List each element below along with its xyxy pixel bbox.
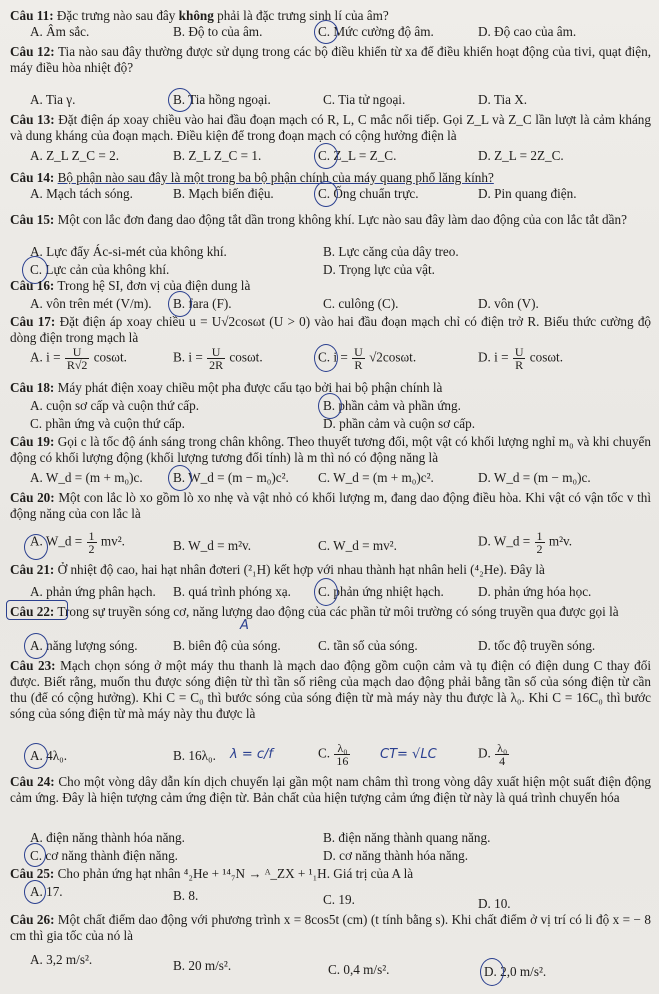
q20-text: Một con lắc lò xo gồm lò xo nhẹ và vật nhỏ có khối lượng m, đang dao động điều hòa. Khi vật có vận tốc v thì động năng của con lắc là — [10, 490, 652, 521]
question-11 — [10, 8, 651, 24]
q26-option-d[interactable]: D. 2,0 m/s². — [484, 964, 547, 979]
numerator: U — [514, 345, 524, 359]
q20-d-suffix: m²v. — [548, 533, 573, 549]
q13-label: Câu 13: — [10, 112, 55, 127]
q16-option-b[interactable]: B. fara (F). — [173, 296, 232, 311]
q20-d-prefix: D. W_d = — [478, 533, 531, 549]
numerator: 1 — [88, 529, 95, 543]
q16-text: Trong hệ SI, đơn vị của điện dung là — [57, 278, 251, 293]
q22-option-a[interactable]: A. năng lượng sóng. — [30, 638, 138, 653]
question-15 — [10, 212, 651, 228]
q24-option-b[interactable]: B. điện năng thành quang năng. — [323, 830, 491, 845]
q17-d-suffix: cosωt. — [529, 349, 564, 365]
q17-option-d[interactable] — [478, 346, 563, 371]
q16-option-c[interactable]: C. culông (C). — [323, 296, 399, 311]
q13-option-a[interactable]: A. Z_L Z_C = 2. — [30, 148, 119, 163]
question-26 — [10, 912, 651, 944]
q14-text: Bộ phận nào sau đây là một trong ba bộ phận chính của máy quang phổ lăng kính? — [57, 170, 494, 185]
q15-option-c[interactable]: C. Lực cản của không khí. — [30, 262, 170, 277]
q18-option-c[interactable]: C. phần ứng và cuộn thứ cấp. — [30, 416, 185, 431]
q24-option-c[interactable]: C. cơ năng thành điện năng. — [30, 848, 178, 863]
denominator: R√2 — [66, 358, 88, 372]
q25-option-d[interactable]: D. 10. — [478, 896, 511, 911]
q20-option-c[interactable]: C. W_d = mv². — [318, 538, 397, 553]
q25-option-a[interactable]: A. 17. — [30, 884, 63, 899]
q22-text: Trong sự truyền sóng cơ, năng lượng dao động của các phần tử môi trường có sóng truyền qua được gọi là — [57, 604, 619, 619]
denominator: 16 — [336, 754, 349, 768]
handwritten-note: CT= √LC — [380, 747, 437, 762]
q17-d-prefix: D. i = — [478, 349, 509, 365]
q12-option-d[interactable]: D. Tia X. — [478, 92, 528, 107]
q13-text: Đặt điện áp xoay chiều vào hai đầu đoạn mạch có R, L, C mắc nối tiếp. Gọi Z_L và Z_C lần lượt là cảm kháng và dung kháng của đoạn mạch. Điều kiện để trong đoạn mạch có cộng hưởng điện là — [10, 112, 651, 143]
q17-option-c[interactable] — [318, 346, 416, 371]
denominator: 2 — [536, 542, 543, 556]
q11-text: Đặc trưng nào sau đây — [56, 8, 176, 23]
q20-option-a[interactable] — [30, 530, 125, 555]
question-24 — [10, 774, 651, 806]
numerator: U — [354, 345, 363, 359]
q21-option-a[interactable]: A. phản ứng phân hạch. — [30, 584, 156, 599]
q26-text: Một chất điểm dao động với phương trình x = 8cos5t (cm) (t tính bằng s). Khi chất điểm ở vị trí có li độ x = − 8 cm thì gia tốc của nó là — [10, 912, 651, 943]
q25-label: Câu 25: — [10, 866, 55, 881]
q14-option-d[interactable]: D. Pin quang điện. — [478, 186, 577, 201]
q20-label: Câu 20: — [10, 490, 55, 505]
question-20 — [10, 490, 651, 522]
q26-option-a[interactable]: A. 3,2 m/s². — [30, 952, 93, 967]
question-22 — [10, 604, 651, 620]
fraction — [87, 530, 97, 555]
q24-option-a[interactable]: A. điện năng thành hóa năng. — [30, 830, 185, 845]
q25-text: Cho phản ứng hạt nhân ⁴₂He + ¹⁴₇N → ᴬ_ZX + ¹₁H. Giá trị của A là — [57, 866, 414, 881]
q12-option-a[interactable]: A. Tia γ. — [30, 92, 76, 107]
q14-label: Câu 14: — [10, 170, 55, 185]
q21-label: Câu 21: — [10, 562, 55, 577]
q22-label: Câu 22: — [10, 604, 55, 619]
q17-c-suffix: √2cosωt. — [369, 349, 417, 365]
question-19 — [10, 434, 651, 466]
q16-label: Câu 16: — [10, 278, 55, 293]
q21-text: Ở nhiệt độ cao, hai hạt nhân đơteri (²₁H) kết hợp với nhau thành hạt nhân heli (⁴₂He). Đây là — [57, 562, 545, 577]
handwritten-note: A — [240, 618, 249, 633]
q22-option-d[interactable]: D. tốc độ truyền sóng. — [478, 638, 596, 653]
q11-text2: phải là đặc trưng sinh lí của âm? — [217, 8, 389, 23]
numerator: λ₀ — [334, 742, 350, 755]
q24-label: Câu 24: — [10, 774, 55, 789]
q11-option-d[interactable]: D. Độ cao của âm. — [478, 24, 577, 39]
q21-option-c[interactable]: C. phản ứng nhiệt hạch. — [318, 584, 444, 599]
q17-b-prefix: B. i = — [173, 349, 203, 365]
q15-text: Một con lắc đơn đang dao động tắt dần trong không khí. Lực nào sau đây làm dao động của con lắc tắt dần? — [57, 212, 627, 227]
q18-option-b[interactable]: B. phần cảm và phần ứng. — [323, 398, 461, 413]
q16-option-a[interactable]: A. vôn trên mét (V/m). — [30, 296, 152, 311]
fraction — [535, 530, 545, 555]
q19-text: Gọi c là tốc độ ánh sáng trong chân không. Theo thuyết tương đối, một vật có khối lượng nghỉ m₀ và khi chuyển động có khối lượng động (khối lượng tương đối tính) là m thì nó có động năng là — [10, 434, 651, 465]
q12-text: Tia nào sau đây thường được sử dụng trong các bộ điều khiển từ xa để điều khiển hoạt động của tivi, quạt điện, máy điều hòa nhiệt độ? — [10, 44, 652, 75]
numerator: 1 — [536, 529, 543, 543]
denominator: R — [515, 358, 524, 372]
q20-option-d[interactable] — [478, 530, 572, 555]
q15-option-a[interactable]: A. Lực đẩy Ác-si-mét của không khí. — [30, 244, 227, 259]
q13-option-c[interactable]: C. Z_L = Z_C. — [318, 148, 397, 163]
q19-label: Câu 19: — [10, 434, 55, 449]
question-17 — [10, 314, 651, 346]
q25-option-b[interactable]: B. 8. — [173, 888, 199, 903]
q26-option-c[interactable]: C. 0,4 m/s². — [328, 962, 390, 977]
q17-label: Câu 17: — [10, 314, 56, 329]
q23-option-b[interactable]: B. 16λ₀. — [173, 748, 216, 763]
q20-option-b[interactable]: B. W_d = m²v. — [173, 538, 252, 553]
q11-option-a[interactable]: A. Âm sắc. — [30, 24, 90, 39]
q11-option-b[interactable]: B. Độ to của âm. — [173, 24, 263, 39]
q21-option-d[interactable]: D. phản ứng hóa học. — [478, 584, 592, 599]
numerator: U — [207, 346, 225, 359]
fraction — [334, 742, 350, 767]
question-25 — [10, 866, 651, 882]
q12-option-c[interactable]: C. Tia tử ngoại. — [323, 92, 406, 107]
question-21 — [10, 562, 651, 578]
q18-text: Máy phát điện xoay chiều một pha được cấu tạo bởi hai bộ phận chính là — [57, 380, 443, 395]
fraction — [65, 346, 90, 371]
fraction — [207, 346, 225, 371]
q20-a-suffix: mv². — [100, 533, 125, 549]
numerator: λ₀ — [497, 741, 508, 755]
q23-text: Mạch chọn sóng ở một máy thu thanh là mạch dao động gồm cuộn cảm và tụ điện có điện dung C thay đổi được. Biết rằng, muốn thu được sóng điện từ thì tần số riêng của mạch dao động phải bằng tần số của sóng điện từ cần thu (để có cộng hưởng). Khi C = C₀ thì bước sóng của sóng điện từ mà máy này thu được là λ₀. Khi C = 16C₀ thì bước sóng của sóng điện từ mà máy này thu được là — [10, 658, 651, 721]
q19-option-b[interactable]: B. W_d = (m − m₀)c². — [173, 470, 289, 485]
q19-option-d[interactable]: D. W_d = (m − m₀)c. — [478, 470, 591, 485]
q11-label: Câu 11: — [10, 8, 54, 23]
q19-option-c[interactable]: C. W_d = (m + m₀)c². — [318, 470, 434, 485]
q24-text: Cho một vòng dây dẫn kín dịch chuyển lại gần một nam châm thì trong vòng dây xuất hiện một suất điện động cảm ứng. Đây là hiện tượng cảm ứng điện từ. Bản chất của hiện tượng cảm ứng điện từ này là quá trình chuyển hóa — [10, 774, 652, 805]
q11-option-c[interactable]: C. Mức cường độ âm. — [318, 24, 434, 39]
q26-label: Câu 26: — [10, 912, 55, 927]
q25-option-c[interactable]: C. 19. — [323, 892, 355, 907]
fraction — [513, 346, 526, 371]
q16-option-d[interactable]: D. vôn (V). — [478, 296, 539, 311]
q18-label: Câu 18: — [10, 380, 55, 395]
q24-option-d[interactable]: D. cơ năng thành hóa năng. — [323, 848, 469, 863]
q12-label: Câu 12: — [10, 44, 55, 59]
denominator: 4 — [499, 754, 506, 768]
q13-option-b[interactable]: B. Z_L Z_C = 1. — [173, 148, 262, 163]
q22-option-c[interactable]: C. tần số của sóng. — [318, 638, 418, 653]
q15-option-b[interactable]: B. Lực căng của dây treo. — [323, 244, 459, 259]
denominator: R — [354, 358, 363, 372]
q14-option-b[interactable]: B. Mạch biến điệu. — [173, 186, 274, 201]
question-16 — [10, 278, 651, 294]
q17-b-suffix: cosωt. — [229, 349, 263, 365]
q20-a-prefix: A. W_d = — [30, 533, 83, 549]
q17-option-b[interactable] — [173, 346, 263, 371]
q23-d-prefix: D. — [478, 745, 491, 761]
q23-label: Câu 23: — [10, 658, 56, 673]
q11-bold: không — [178, 8, 214, 23]
denominator: 2R — [209, 358, 224, 372]
q14-option-a[interactable]: A. Mạch tách sóng. — [30, 186, 133, 201]
question-23 — [10, 658, 651, 722]
q15-label: Câu 15: — [10, 212, 55, 227]
question-13 — [10, 112, 651, 144]
q18-option-a[interactable]: A. cuộn sơ cấp và cuộn thứ cấp. — [30, 398, 200, 413]
q13-option-d[interactable]: D. Z_L = 2Z_C. — [478, 148, 564, 163]
numerator: U — [65, 346, 90, 359]
handwritten-note: λ = c/f — [230, 747, 273, 762]
fraction — [352, 346, 365, 371]
q23-c-prefix: C. — [318, 745, 331, 761]
q21-option-b[interactable]: B. quá trình phóng xạ. — [173, 584, 291, 599]
q17-a-suffix: cosωt. — [93, 349, 127, 365]
question-12 — [10, 44, 651, 76]
q23-option-a[interactable]: A. 4λ₀. — [30, 748, 67, 763]
q17-c-prefix: C. i = — [318, 349, 348, 365]
question-18 — [10, 380, 651, 396]
fraction — [495, 742, 509, 767]
q22-option-b[interactable]: B. biên độ của sóng. — [173, 638, 281, 653]
q23-option-c[interactable] — [318, 742, 351, 767]
q26-option-b[interactable]: B. 20 m/s². — [173, 958, 232, 973]
q17-text: Đặt điện áp xoay chiều u = U√2cosωt (U > 0) vào hai đầu đoạn mạch chỉ có điện trở R. Biểu thức cường độ dòng điện trong mạch là — [10, 314, 652, 345]
q23-option-d[interactable] — [478, 742, 510, 767]
q14-option-c[interactable]: C. Ống chuẩn trực. — [318, 186, 419, 201]
question-14 — [10, 170, 651, 186]
q15-option-d[interactable]: D. Trọng lực của vật. — [323, 262, 435, 277]
q12-option-b[interactable]: B. Tia hồng ngoại. — [173, 92, 271, 107]
q17-a-prefix: A. i = — [30, 349, 61, 365]
q17-option-a[interactable] — [30, 346, 127, 371]
q19-option-a[interactable]: A. W_d = (m + m₀)c. — [30, 470, 143, 485]
q18-option-d[interactable]: D. phần cảm và cuộn sơ cấp. — [323, 416, 475, 431]
denominator: 2 — [88, 542, 95, 556]
